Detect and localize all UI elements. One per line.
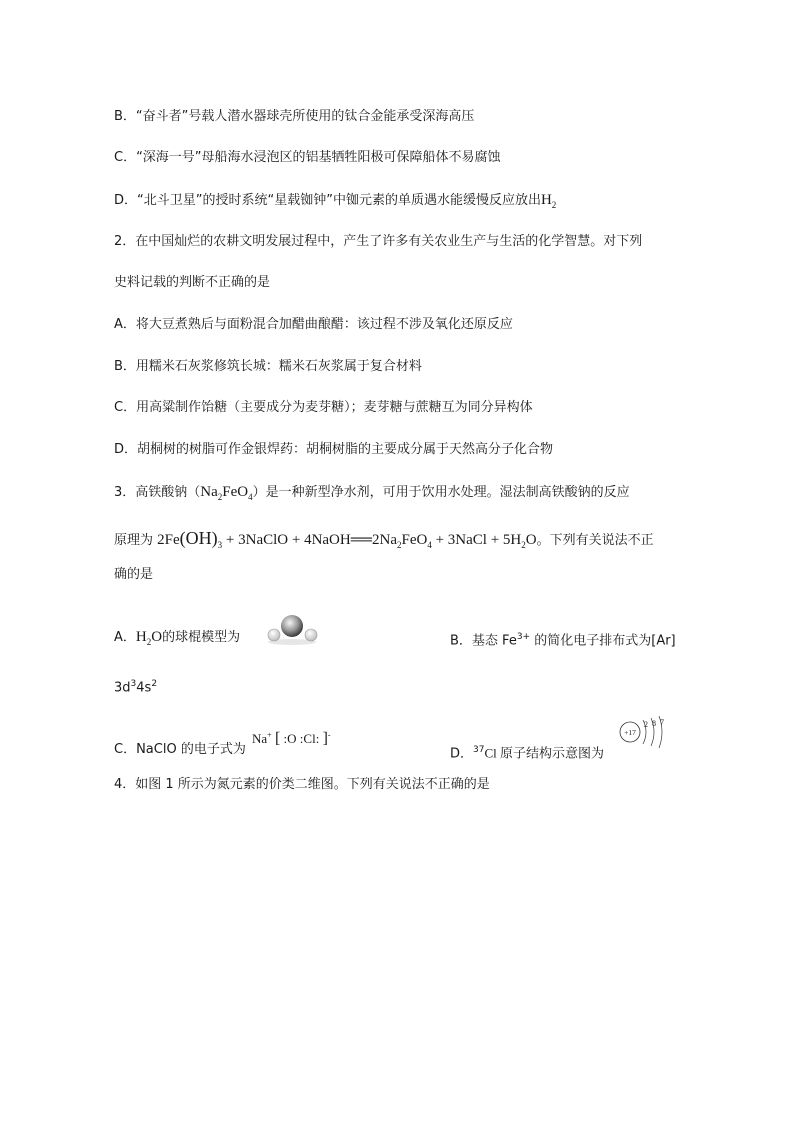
q1-option-d-text: D．“北斗卫星”的授时系统“星载铷钟”中铷元素的单质遇水能缓慢反应放出 bbox=[114, 193, 541, 208]
q3-stem-line2: 原理为 $2Fe(OH)_3$ + 3NaClO + $4NaOH══2Na_2FeO_4$ + 3NaCl + $5H_2O$。下列有关说法不正 bbox=[114, 528, 654, 550]
reaction-equation: $2Fe(OH)_3$ + 3NaClO + $4NaOH══2Na_2FeO_4$ + 3NaCl + $5H_2O$ bbox=[157, 528, 537, 550]
na2feo4-formula: $Na_2FeO_4$ bbox=[200, 484, 253, 502]
q2-stem-line1: 2．在中国灿烂的农耕文明发展过程中，产生了许多有关农业生产与生活的化学智慧。对下列 bbox=[114, 234, 643, 249]
q1-option-d bbox=[114, 191, 556, 214]
h2-formula: $H_2$ bbox=[540, 192, 557, 210]
q1-option-b: B．“奋斗者”号载人潜水器球壳所使用的钛合金能承受深海高压 bbox=[114, 109, 475, 124]
q4-stem: 4．如图 1 所示为氮元素的价类二维图。下列有关说法不正确的是 bbox=[114, 777, 490, 792]
shell-3-count: 7 bbox=[660, 718, 664, 727]
nucleus-charge: +17 bbox=[624, 728, 636, 737]
q3-option-c: C．NaClO 的电子式为 bbox=[114, 742, 246, 757]
naclo-electron-formula: Na+ [ :O :Cl: ]- bbox=[252, 730, 331, 747]
q2-option-c: C．用高粱制作饴糖（主要成分为麦芽糖）；麦芽糖与蔗糖互为同分异构体 bbox=[114, 400, 533, 415]
q3-option-b-continued: $3d^34s^2$ bbox=[114, 679, 158, 696]
q2-option-d: D．胡桐树的树脂可作金银焊药：胡桐树脂的主要成分属于天然高分子化合物 bbox=[114, 442, 554, 457]
chlorine-atom-structure-diagram bbox=[615, 712, 675, 752]
shell-2-count: 8 bbox=[652, 719, 656, 728]
water-ball-stick-model-image bbox=[262, 612, 322, 646]
shell-1-count: 2 bbox=[644, 720, 648, 729]
q2-stem-line2: 史料记载的判断不正确的是 bbox=[114, 275, 271, 290]
h2o-formula: $H_2O$ bbox=[135, 629, 163, 647]
q3-option-d: D．$^{37}$Cl 原子结构示意图为 bbox=[450, 745, 605, 762]
q1-option-c: C．“深海一号”母船海水浸泡区的铝基牺牲阳极可保障船体不易腐蚀 bbox=[114, 150, 501, 165]
q3-option-a: A．$H_2O$的球棍模型为 bbox=[114, 629, 241, 647]
q2-option-b: B．用糯米石灰浆修筑长城：糯米石灰浆属于复合材料 bbox=[114, 359, 422, 374]
q3-stem-line1: 3．高铁酸钠$(Na_2FeO_4)$是一种新型净水剂，可用于饮用水处理。湿法制高铁酸钠的反应 bbox=[114, 484, 630, 502]
q3-stem-line3: 确的是 bbox=[114, 567, 154, 582]
q3-option-b: B．基态 $Fe^{3+}$ 的简化电子排布式为[Ar] bbox=[450, 632, 676, 649]
q2-option-a: A．将大豆煮熟后与面粉混合加醋曲酿醋：该过程不涉及氧化还原反应 bbox=[114, 317, 513, 332]
